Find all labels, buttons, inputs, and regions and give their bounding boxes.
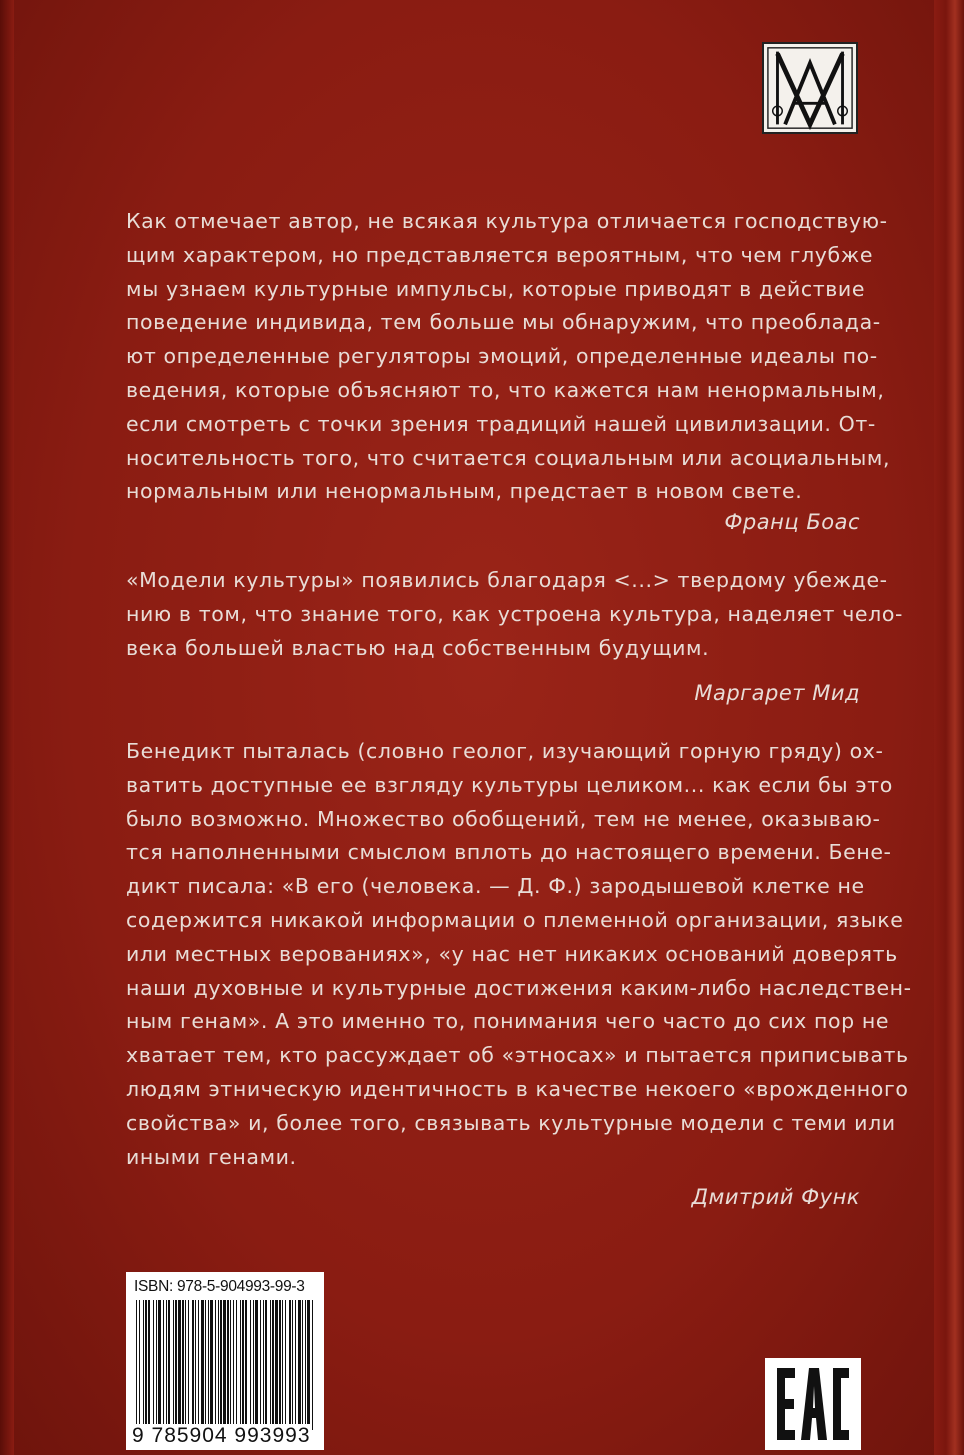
publisher-monogram-icon (762, 42, 858, 134)
isbn-barcode-block (126, 1272, 324, 1450)
text-line: нию в том, что знание того, как устроена культура, наделяет чело- (126, 601, 903, 626)
text-line: нормальным или ненормальным, предстает в новом свете. (126, 479, 803, 504)
text-line: дикт писала: «В его (человека. — Д. Ф.) зародышевой клетке не (126, 874, 865, 899)
text-line: щим характером, но представляется вероятным, что чем глубже (126, 242, 874, 267)
text-line: Бенедикт пыталась (словно геолог, изучающий горную гряду) ох- (126, 739, 884, 763)
text-line: свойства» и, более того, связывать культурные модели с теми или (126, 1110, 896, 1135)
isbn-label: ISBN: 978-5-904993-99-3 (134, 1278, 305, 1295)
text-line: мы узнаем культурные импульсы, которые приводят в действие (126, 276, 866, 301)
text-line: ным генам». А это именно то, понимания чего часто до сих пор не (126, 1009, 890, 1034)
text-line: иными генами. (126, 1144, 297, 1169)
eac-mark-icon (765, 1358, 861, 1450)
cover-spine-edge (934, 0, 964, 1455)
text-line: содержится никакой информации о племенной организации, языке (126, 907, 904, 932)
text-line: поведение индивида, тем больше мы обнаружим, что преоблада- (126, 310, 881, 335)
text-line: было возможно. Множество обобщений, тем не менее, оказываю- (126, 806, 881, 831)
barcode-digits: 9 785904 993993 (132, 1424, 311, 1447)
quote-mead-text (126, 564, 903, 665)
text-line: ведения, которые объясняют то, что кажется нам ненормальным, (126, 377, 885, 402)
text-line: или местных верованиях», «у нас нет никаких оснований доверять (126, 941, 898, 966)
quote-funk-text (126, 735, 912, 1174)
quote-author-boas: Франц Боас (724, 510, 860, 534)
text-line: века большей властью над собственным будущим. (126, 635, 710, 660)
cover-left-edge (0, 0, 14, 1455)
text-line: ют определенные регуляторы эмоций, определенные идеалы по- (126, 344, 878, 369)
text-line: Как отмечает автор, не всякая культура отличается господствую- (126, 209, 888, 233)
quote-author-funk: Дмитрий Функ (691, 1185, 860, 1209)
text-line: «Модели культуры» появились благодаря <...> твердому убежде- (126, 568, 888, 592)
quote-author-mead: Маргарет Мид (694, 681, 860, 705)
text-line: если смотреть с точки зрения традиций нашей цивилизации. От- (126, 411, 876, 436)
text-line: наши духовные и культурные достижения каким-либо наследствен- (126, 975, 912, 1000)
text-line: ватить доступные ее взгляду культуры целиком... как если бы это (126, 772, 893, 797)
text-line: тся наполненными смыслом вплоть до настоящего времени. Бене- (126, 840, 892, 865)
text-line: носительность того, что считается социальным или асоциальным, (126, 445, 891, 470)
text-line: людям этническую идентичность в качестве некоего «врожденного (126, 1076, 909, 1101)
barcode-icon (134, 1300, 316, 1430)
text-line: хватает тем, кто рассуждает об «этносах» и пытается приписывать (126, 1043, 909, 1068)
quote-boas-text (126, 205, 891, 509)
